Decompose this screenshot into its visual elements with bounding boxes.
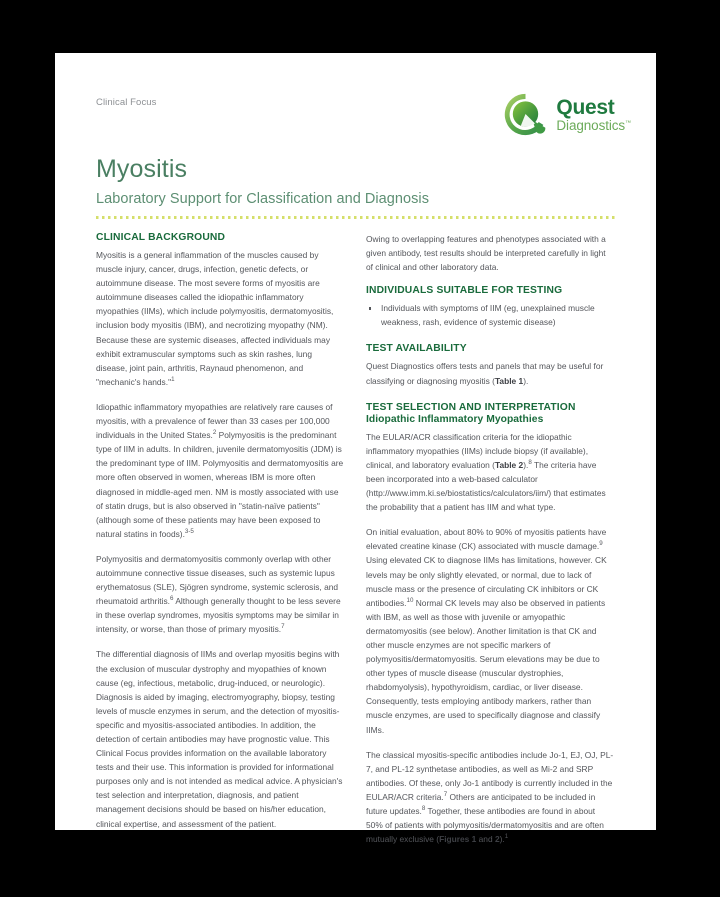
footnote-ref: 7	[281, 623, 285, 631]
footnote-ref: 6	[170, 595, 174, 603]
paragraph-creatine-kinase: On initial evaluation, about 80% to 90% of myositis patients have elevated creatine kinase (CK) associated with muscle damage.$^9$ Using elevated CK to diagnose IIMs has limitations, however. CK levels may be only slightly elevated, or normal, due to lack of muscle mass or the presence of circulating CK inhibitors or CK antibodies.$^{10}$ Normal CK levels may also be observed in patients with IBM, as well as those with juvenile or amyopathic dermatomyositis (see below). Another limitation is that CK and other muscle enzymes are not specific markers of polymyositis/dermatomyositis. Serum elevations may be due to other types of muscle disease (muscular dystrophies, rhabdomyolysis), hypothyroidism, cardiac, or liver disease. Consequently, tests employing antibody markers, rather than muscle enzymes, are used to specifically diagnose and classify IIMs.	[366, 527, 607, 735]
subsection-heading-idiopathic-myopathies: Idiopathic Inflammatory Myopathies	[366, 413, 544, 425]
logo-brand-text: Quest	[556, 95, 615, 119]
paragraph-background-2: Idiopathic inflammatory myopathies are relatively rare causes of myositis, with a prevalence of fewer than 33 cases per 100,000 individuals in the United States.$^2$ Polymyositis is the predominant type of IIM in adults. In children, juvenile dermatomyositis (JDM) is the predominant type of IIM. Polymyositis and dermatomyositis are more often observed in women, whereas IBM is more often diagnosed in middle-aged men. NM is mostly associated with use of statin drugs, but is also observed in "statin-naïve patients" (although some of these patients may have been exposed to natural statins in foods).$^{3-5}$	[96, 401, 344, 539]
section-heading-clinical-background: CLINICAL BACKGROUND	[96, 232, 226, 243]
document-kicker: Clinical Focus	[96, 97, 157, 108]
trademark-symbol: ™	[625, 120, 631, 127]
section-heading-test-availability: TEST AVAILABILITY	[366, 343, 467, 355]
figure-reference: Figures 1	[439, 834, 477, 845]
paragraph-myositis-antibodies: The classical myositis-specific antibodies include Jo-1, EJ, OJ, PL-7, and PL-12 synthetase antibodies, as well as Mi-2 and SRP antibodies. Of these, only Jo-1 antibody is currently included in the EULAR/ACR criteria.$^7$ Others are anticipated to be included in future updates.$^8$ Together, these antibodies are found in about 50% of patients with polymyositis/dermatomyositis and are often mutually exclusive (Figures 1 and 2).$^1$	[366, 749, 614, 845]
right-column	[366, 232, 614, 846]
suitable-individuals-list	[366, 301, 614, 329]
quest-diagnostics-logo	[502, 91, 631, 138]
footnote-ref: 2	[212, 429, 217, 437]
footnote-ref: 10	[406, 596, 414, 604]
paragraph-background-3: Polymyositis and dermatomyositis commonly overlap with other autoimmune connective tissue diseases, such as systemic lupus erythematosus (SLE), Sjögren syndrome, systemic sclerosis, and rheumatoid arthritis.$^6$ Although generally thought to be less severe in these overlap syndromes, myositis symptoms may be similar in intensity, or worse, than those of primary myositis.$^7$	[96, 553, 341, 635]
page-subtitle: Laboratory Support for Classification and Diagnosis	[96, 191, 430, 207]
paragraph-background-4: The differential diagnosis of IIMs and overlap myositis begins with the exclusion of muscular dystrophy and myopathies of known cause (eg, infectious, metabolic, drug-induced, or neurologic). Diagnosis is aided by imaging, electromyography, biopsy, testing levels of muscle enzymes in serum, and the detection of myositis-specific and myositis-associated antibodies. In addition, the detection of certain antibodies may have prognostic value. This Clinical Focus provides information on the available laboratory tests and their use. This information is provided for informational purposes only and is not intended as medical advice. A physician's test selection and interpretation, diagnosis, and patient management decisions should be based on his/her education, clinical expertise, and assessment of the patient.	[96, 649, 343, 829]
section-heading-individuals-suitable: INDIVIDUALS SUITABLE FOR TESTING	[366, 285, 563, 297]
table-reference: Table 1	[494, 375, 524, 386]
logo-wordmark	[556, 97, 631, 133]
list-item: Individuals with symptoms of IIM (eg, unexplained muscle weakness, rash, evidence of systemic disease)	[366, 301, 614, 329]
footnote-ref: 3-5	[184, 527, 194, 535]
footnote-ref: 7	[443, 791, 448, 799]
footnote-ref: 9	[599, 540, 603, 548]
paragraph-eular-criteria: The EULAR/ACR classification criteria for the idiopathic inflammatory myopathies (IIMs) include biopsy (if available), clinical, and laboratory evaluation (Table 2).$^8$ The criteria have been incorporated into a web-based calculator (http://www.imm.ki.se/biostatistics/calculators/iim/) that estimates the probability that a patient has IIM and what type.	[366, 431, 606, 513]
section-heading-test-selection: TEST SELECTION AND INTERPRETATION	[366, 401, 576, 413]
paragraph-overlapping-features: Owing to overlapping features and phenotypes associated with a given antibody, test results should be interpreted carefully in light of clinical and other laboratory data.	[366, 234, 606, 273]
paragraph-background-1: Myositis is a general inflammation of the muscles caused by muscle injury, cancer, drugs, infection, genetic defects, or autoimmune disease. The most severe forms of myositis are autoimmune diseases called the idiopathic inflammatory myopathies (IIMs), which include polymyositis, dermatomyositis, inclusion body myositis (IBM), and necrotizing myopathy (NM). Because these are systemic diseases, affected individuals may exhibit extramuscular symptoms such as skin rashes, lung disease, joint pain, arthritis, Raynaud phenomenon, and "mechanic's hands."$^1$	[96, 250, 334, 387]
page-header	[55, 53, 656, 149]
footnote-ref: 1	[504, 833, 509, 841]
figure-reference: 2	[494, 834, 500, 845]
document-page	[55, 53, 656, 845]
two-column-body	[55, 219, 656, 846]
footnote-ref: 1	[171, 376, 175, 384]
left-column	[96, 232, 344, 846]
quest-swoosh-icon	[502, 91, 549, 138]
footnote-ref: 8	[528, 459, 532, 467]
logo-subbrand-text: Diagnostics™	[556, 117, 631, 133]
title-block	[55, 155, 656, 207]
page-title: Myositis	[96, 155, 188, 183]
footnote-ref: 8	[421, 805, 426, 813]
paragraph-test-availability: Quest Diagnostics offers tests and panels that may be useful for classifying or diagnosing myositis (Table 1).	[366, 361, 604, 386]
table-reference: Table 2	[494, 459, 524, 470]
